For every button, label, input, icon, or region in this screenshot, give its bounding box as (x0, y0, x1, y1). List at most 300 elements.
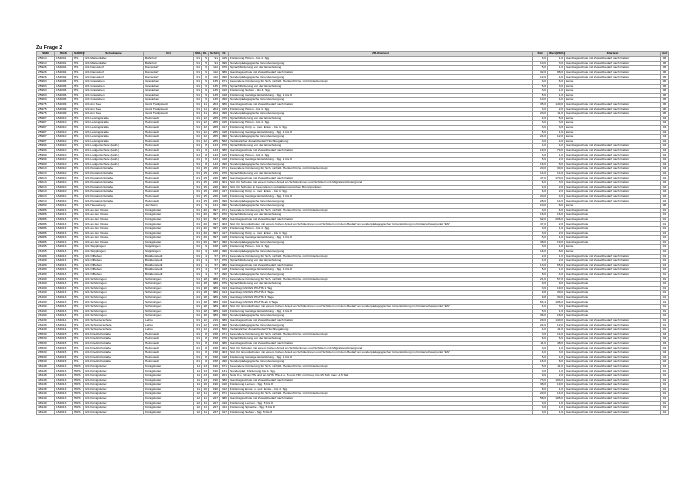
table-cell[interactable]: 18 (202, 286, 209, 291)
table-cell[interactable]: 26530 (37, 337, 55, 342)
table-cell[interactable]: Groß Twülpstedt (144, 107, 194, 112)
table-cell[interactable]: 154010 (55, 194, 73, 199)
table-cell[interactable]: 154010 (55, 116, 73, 121)
table-cell[interactable]: 20 (202, 222, 209, 227)
table-cell[interactable]: 57 (209, 263, 220, 268)
table-cell[interactable]: GS Leisingstraße (84, 125, 144, 130)
table-cell[interactable]: 154004 (55, 70, 73, 75)
table-cell[interactable]: 131 (220, 369, 229, 374)
table-cell[interactable]: 57 (209, 254, 220, 259)
table-cell[interactable]: 06 (661, 98, 669, 103)
table-cell[interactable]: HS (73, 98, 84, 103)
table-cell[interactable]: 227 (209, 410, 220, 415)
table-cell[interactable]: Büddenstedt (144, 259, 194, 264)
table-cell[interactable]: 28,0 (533, 199, 548, 204)
table-cell[interactable]: 25963 (37, 89, 55, 94)
table-cell[interactable]: 143 (209, 162, 220, 167)
table-cell[interactable]: 154010 (55, 148, 73, 153)
table-cell[interactable]: 01 (661, 305, 669, 310)
table-cell[interactable]: 190 (209, 364, 220, 369)
table-cell[interactable]: 154010 (55, 139, 73, 144)
table-cell[interactable]: 389 (209, 300, 220, 305)
table-cell[interactable]: 8 (202, 153, 209, 158)
table-cell[interactable]: 227 (209, 406, 220, 411)
table-cell[interactable]: 01 (661, 295, 669, 300)
table-cell[interactable]: GS Pestalozzistraße (84, 185, 144, 190)
table-cell[interactable]: GS an der Oreke (84, 217, 144, 222)
table-cell[interactable]: 01 (194, 70, 202, 75)
table-cell[interactable]: HS (73, 79, 84, 84)
table-cell[interactable]: 5,0 (533, 268, 548, 273)
table-cell[interactable]: Grasleben (144, 79, 194, 84)
table-cell[interactable]: 490 (220, 360, 229, 365)
table-cell[interactable]: keine (565, 249, 661, 254)
table-cell[interactable]: 26013 (37, 185, 55, 190)
table-cell[interactable]: Königslutter (144, 364, 194, 369)
table-cell[interactable]: Ganztagsschule (565, 291, 661, 296)
table-cell[interactable]: 06 (661, 57, 669, 62)
table-cell[interactable]: Ganztagsschule (565, 208, 661, 213)
table-cell[interactable]: Std. für Grundschulen mit einem hohen Anteil an Schülerinnen und Schülern mit dem Bedarf an sonderpädagogischer Unterstützung im Förderschwerpunkt "ES" (229, 222, 533, 227)
table-cell[interactable]: Förderung Sprache - Sjg. 5 bis 8 (229, 406, 533, 411)
table-cell[interactable]: 57,0 (548, 277, 565, 282)
column-header[interactable]: SchCr (210, 51, 220, 56)
table-cell[interactable]: 26190 (37, 282, 55, 287)
table-cell[interactable]: 2,0 (548, 373, 565, 378)
table-cell[interactable]: 8 (202, 351, 209, 356)
table-cell[interactable]: 01 (194, 346, 202, 351)
table-cell[interactable]: 12,0 (548, 135, 565, 140)
table-cell[interactable]: GS Schöningen (84, 282, 144, 287)
table-cell[interactable]: 01 (194, 249, 202, 254)
table-cell[interactable]: GS an der Oreke (84, 236, 144, 241)
table-cell[interactable]: 8 (202, 332, 209, 337)
table-cell[interactable]: Ganztagsschule mit Zusatzbedarf nach Faktor (565, 318, 661, 323)
table-cell[interactable]: 219 (209, 318, 220, 323)
table-cell[interactable]: HS (73, 231, 84, 236)
table-cell[interactable]: 8,0 (548, 204, 565, 209)
table-cell[interactable]: 154013 (55, 410, 73, 415)
table-cell[interactable]: 154013 (55, 406, 73, 411)
table-cell[interactable]: 48149 (37, 392, 55, 397)
table-cell[interactable]: 01 (661, 249, 669, 254)
table-cell[interactable]: 190 (209, 383, 220, 388)
table-cell[interactable]: 24,0 (533, 135, 548, 140)
table-cell[interactable]: 389 (209, 314, 220, 319)
table-cell[interactable]: 21,0 (533, 277, 548, 282)
table-cell[interactable]: 8 (202, 144, 209, 149)
table-cell[interactable]: Helmstedt (144, 337, 194, 342)
table-cell[interactable]: 25975 (37, 102, 55, 107)
table-cell[interactable]: keine (565, 130, 661, 135)
table-cell[interactable]: Ganztagsschule mit Zusatzbedarf nach Faktor (565, 167, 661, 172)
table-cell[interactable]: 154010 (55, 162, 73, 167)
table-cell[interactable]: 2,0 (548, 222, 565, 227)
table-cell[interactable]: HS (73, 204, 84, 209)
table-cell[interactable]: 01 (661, 383, 669, 388)
table-cell[interactable]: 04 (661, 121, 669, 126)
table-cell[interactable]: Std. für Grundschulen mit einem hohen Anteil an Schülerinnen und Schülern mit dem Bedarf an sonderpädagogischer Unterstützung im Förderschwerpunkt "ES" (229, 305, 533, 310)
table-cell[interactable]: 5,0 (533, 309, 548, 314)
table-cell[interactable]: 4 (202, 272, 209, 277)
table-cell[interactable]: Helmstedt (144, 148, 194, 153)
table-cell[interactable]: 26190 (37, 309, 55, 314)
table-cell[interactable]: 12,0 (533, 75, 548, 80)
table-cell[interactable]: 190 (209, 373, 220, 378)
table-cell[interactable]: HRS (73, 364, 84, 369)
table-cell[interactable]: 154010 (55, 144, 73, 149)
column-header[interactable]: Std (533, 52, 548, 57)
table-cell[interactable]: 389 (209, 309, 220, 314)
table-cell[interactable]: Verlässlicher Zusatzbedarf Hochbegabung (229, 139, 533, 144)
table-cell[interactable]: Ganztag GS/IGS Pfl./HS ab 3 Tage (229, 300, 533, 305)
table-cell[interactable]: Sprachförderung vor der Einschulung (229, 171, 533, 176)
table-cell[interactable]: GS Königslutter (84, 406, 144, 411)
table-cell[interactable]: 4 (202, 268, 209, 273)
table-cell[interactable]: 3,0 (533, 208, 548, 213)
table-cell[interactable]: 3,0 (533, 346, 548, 351)
table-cell[interactable]: 076 (220, 213, 229, 218)
table-cell[interactable]: Ganztagsschule mit Zusatzbedarf nach Faktor (565, 360, 661, 365)
table-cell[interactable]: GS Süpplingen (84, 245, 144, 250)
table-cell[interactable]: 154010 (55, 171, 73, 176)
table-cell[interactable]: GS Schöningen (84, 314, 144, 319)
table-cell[interactable]: 29,0 (533, 318, 548, 323)
table-cell[interactable]: Ganztagsschule mit Zusatzbedarf nach Faktor (565, 181, 661, 186)
table-cell[interactable]: 11 (194, 378, 202, 383)
table-cell[interactable]: keine (565, 89, 661, 94)
table-cell[interactable]: 47,0 (533, 176, 548, 181)
table-cell[interactable]: 8,0 (533, 387, 548, 392)
table-cell[interactable]: 154013 (55, 272, 73, 277)
table-cell[interactable]: 415 (220, 245, 229, 250)
table-cell[interactable]: 19,0 (548, 286, 565, 291)
table-cell[interactable]: GS Grasleben (84, 98, 144, 103)
table-cell[interactable]: 26189 (37, 259, 55, 264)
table-cell[interactable]: 65,0 (548, 263, 565, 268)
table-cell[interactable]: HS (73, 351, 84, 356)
table-cell[interactable]: 071 (220, 364, 229, 369)
table-cell[interactable]: Damsdorf (144, 66, 194, 71)
table-cell[interactable]: 04 (661, 116, 669, 121)
table-cell[interactable]: HS (73, 93, 84, 98)
table-cell[interactable]: 25926 (37, 70, 55, 75)
table-cell[interactable]: 01 (194, 360, 202, 365)
table-cell[interactable]: Ganztagsschule mit Zusatzbedarf nach Faktor (565, 341, 661, 346)
table-cell[interactable]: HS (73, 332, 84, 337)
table-cell[interactable]: Ganztagsschule mit Zusatzbedarf nach Faktor (565, 401, 661, 406)
table-cell[interactable]: 417 (220, 231, 229, 236)
table-cell[interactable]: GS Pestalozzistraße (84, 176, 144, 181)
table-cell[interactable]: 154010 (55, 185, 73, 190)
table-cell[interactable]: 26439 (37, 328, 55, 333)
table-cell[interactable]: 103,0 (548, 378, 565, 383)
table-cell[interactable]: 25987 (37, 116, 55, 121)
table-cell[interactable]: 154013 (55, 245, 73, 250)
table-cell[interactable]: Schöningen (144, 314, 194, 319)
table-cell[interactable]: GS Schunterschule (84, 323, 144, 328)
table-cell[interactable]: 6 (202, 89, 209, 94)
table-cell[interactable]: 076 (220, 66, 229, 71)
table-cell[interactable]: 11,0 (533, 341, 548, 346)
table-cell[interactable]: Schöningen (144, 291, 194, 296)
column-header[interactable]: SARKZ (74, 51, 85, 56)
table-cell[interactable]: Ganztagsschule (565, 217, 661, 222)
table-cell[interactable]: Std. für Schulen in besonderen sozialökonomischen Brennpunkten (229, 185, 533, 190)
table-cell[interactable]: Königslutter (144, 226, 194, 231)
table-cell[interactable]: HS (73, 222, 84, 227)
table-cell[interactable]: 402 (220, 185, 229, 190)
table-cell[interactable]: 154013 (55, 364, 73, 369)
table-cell[interactable]: Förderung Sehen - Sjg. 5 bis 8 (229, 410, 533, 415)
table-cell[interactable]: 154015 (55, 351, 73, 356)
table-cell[interactable]: 11 (202, 107, 209, 112)
table-cell[interactable]: 26013 (37, 190, 55, 195)
table-cell[interactable]: 20,0 (533, 112, 548, 117)
table-cell[interactable]: Sprachförderung vor der Einschulung (229, 337, 533, 342)
table-cell[interactable]: 06 (661, 75, 669, 80)
table-cell[interactable]: Bahnhof (144, 61, 194, 66)
table-cell[interactable]: 26086 (37, 226, 55, 231)
table-cell[interactable]: 071 (220, 277, 229, 282)
table-cell[interactable]: Ganztagsschule (565, 300, 661, 305)
table-cell[interactable]: Schöningen (144, 295, 194, 300)
table-cell[interactable]: 19,0 (533, 148, 548, 153)
table-cell[interactable]: 26086 (37, 236, 55, 241)
table-cell[interactable]: 04 (661, 158, 669, 163)
table-cell[interactable]: keine (565, 125, 661, 130)
table-cell[interactable]: 04 (661, 130, 669, 135)
table-cell[interactable]: Std. für Grundschulen mit einem hohen Anteil an Schülerinnen und Schülern mit dem Bedarf an sonderpädagogischer Unterstützung im Förderschwerpunkt "ES" (229, 351, 533, 356)
table-cell[interactable]: 20,0 (533, 194, 548, 199)
table-cell[interactable]: 26190 (37, 300, 55, 305)
table-cell[interactable]: 01 (661, 300, 669, 305)
table-cell[interactable]: 415 (220, 107, 229, 112)
table-cell[interactable]: Ganztagsschule mit Zusatzbedarf nach Faktor (565, 102, 661, 107)
table-cell[interactable]: 219 (209, 323, 220, 328)
table-cell[interactable]: GS Leisingstraße (84, 135, 144, 140)
table-cell[interactable]: 11 (202, 112, 209, 117)
table-cell[interactable]: 490 (220, 204, 229, 209)
table-cell[interactable]: HRS (73, 383, 84, 388)
table-cell[interactable]: 25987 (37, 130, 55, 135)
table-cell[interactable]: Königslutter (144, 236, 194, 241)
table-cell[interactable]: Groß Twülpstedt (144, 112, 194, 117)
table-cell[interactable]: 3,0 (533, 369, 548, 374)
table-cell[interactable]: 154013 (55, 291, 73, 296)
table-cell[interactable]: 190 (209, 387, 220, 392)
table-cell[interactable]: 20 (202, 236, 209, 241)
table-cell[interactable]: 112 (209, 75, 220, 80)
table-cell[interactable]: 206,0 (548, 217, 565, 222)
table-cell[interactable]: Lehre (144, 323, 194, 328)
table-cell[interactable]: 16,0 (533, 249, 548, 254)
table-cell[interactable]: 560 (220, 139, 229, 144)
table-cell[interactable]: Ganztagsschule mit Zusatzbedarf nach Faktor (229, 217, 533, 222)
table-cell[interactable]: Ganztagsschule mit Zusatzbedarf nach Faktor (565, 378, 661, 383)
table-cell[interactable]: 01 (194, 171, 202, 176)
table-cell[interactable]: 490 (220, 162, 229, 167)
table-cell[interactable]: Sprachförderung vor der Einschulung (229, 213, 533, 218)
table-cell[interactable]: GS Königslutter (84, 387, 144, 392)
table-cell[interactable]: 01 (194, 121, 202, 126)
table-cell[interactable]: 57 (209, 259, 220, 264)
table-cell[interactable]: Ganztagsschule mit Zusatzbedarf nach Faktor (565, 112, 661, 117)
table-cell[interactable]: 143 (209, 148, 220, 153)
table-cell[interactable]: 112 (209, 66, 220, 71)
table-cell[interactable]: 8 (202, 337, 209, 342)
table-cell[interactable]: 154013 (55, 213, 73, 218)
table-cell[interactable]: 1,0 (548, 254, 565, 259)
table-cell[interactable]: 219 (209, 328, 220, 333)
table-cell[interactable]: 490 (220, 323, 229, 328)
table-cell[interactable]: Ganztagsschule mit Zusatzbedarf nach Faktor (565, 199, 661, 204)
table-cell[interactable]: keine (565, 116, 661, 121)
table-cell[interactable]: 3,0 (548, 61, 565, 66)
table-cell[interactable]: 14,0 (533, 171, 548, 176)
table-cell[interactable]: Ganztagsschule mit Zusatzbedarf nach Faktor (565, 162, 661, 167)
table-cell[interactable]: GS an der Oreke (84, 213, 144, 218)
table-cell[interactable]: GS Grasleben (84, 79, 144, 84)
table-cell[interactable]: 412 (220, 387, 229, 392)
table-cell[interactable]: 1,0 (548, 89, 565, 94)
table-cell[interactable]: 154013 (55, 401, 73, 406)
table-cell[interactable]: Grasleben (144, 84, 194, 89)
table-cell[interactable]: 3,0 (548, 351, 565, 356)
table-cell[interactable]: Süpplingen (144, 245, 194, 250)
table-cell[interactable]: Ganztagsschule mit Zusatzbedarf nach Faktor (229, 263, 533, 268)
table-cell[interactable]: Ganztagsschule mit Zusatzbedarf nach Faktor (229, 176, 533, 181)
table-cell[interactable]: 12 (202, 323, 209, 328)
table-cell[interactable]: Grasleben (144, 89, 194, 94)
table-cell[interactable]: 5,0 (533, 236, 548, 241)
table-cell[interactable]: HS (73, 185, 84, 190)
table-cell[interactable]: besondere Förderung für Sch. nichtdt. Herkunft bzw. mit Förderkonzept (229, 254, 533, 259)
table-cell[interactable]: 397 (209, 240, 220, 245)
table-cell[interactable]: 418 (220, 158, 229, 163)
column-header[interactable]: IS (220, 52, 229, 57)
table-cell[interactable]: GS Schöningen (84, 286, 144, 291)
table-cell[interactable]: 154013 (55, 259, 73, 264)
table-cell[interactable]: 314 (220, 291, 229, 296)
table-cell[interactable]: 12 (194, 392, 202, 397)
table-cell[interactable]: keine (565, 135, 661, 140)
table-cell[interactable]: 20,0 (533, 392, 548, 397)
table-cell[interactable]: Sonderpädagogische Grundversorgung (229, 61, 533, 66)
table-cell[interactable]: Sprachförderung vor der Einschulung (229, 259, 533, 264)
table-cell[interactable]: 01 (194, 194, 202, 199)
table-cell[interactable]: 57 (209, 268, 220, 273)
table-cell[interactable]: Sprachförderung vor der Einschulung (229, 116, 533, 121)
table-cell[interactable]: 01 (194, 208, 202, 213)
table-cell[interactable]: 227 (209, 396, 220, 401)
table-cell[interactable]: 01 (194, 148, 202, 153)
table-cell[interactable]: 15 (202, 167, 209, 172)
table-cell[interactable]: 26165 (37, 249, 55, 254)
table-cell[interactable]: besondere Förderung für Sch. nichtdt. Herkunft bzw. mit Förderkonzept (229, 364, 533, 369)
table-cell[interactable]: 04 (661, 125, 669, 130)
table-cell[interactable]: 8,0 (548, 249, 565, 254)
table-cell[interactable]: Königslutter (144, 208, 194, 213)
table-cell[interactable]: 2,0 (548, 185, 565, 190)
table-cell[interactable]: GS Königslutter (84, 392, 144, 397)
table-cell[interactable]: Büddenstedt (144, 263, 194, 268)
table-cell[interactable]: 6 (202, 93, 209, 98)
table-cell[interactable]: 16,0 (533, 213, 548, 218)
table-cell[interactable]: 20 (202, 226, 209, 231)
table-cell[interactable]: Ganztagsschule (565, 231, 661, 236)
table-cell[interactable]: 26530 (37, 332, 55, 337)
table-cell[interactable]: HS (73, 213, 84, 218)
table-cell[interactable]: Ganztagsschule mit Zusatzbedarf nach Faktor (565, 259, 661, 264)
table-cell[interactable]: 265 (209, 116, 220, 121)
table-cell[interactable]: 6 (202, 66, 209, 71)
table-cell[interactable]: 26165 (37, 245, 55, 250)
table-cell[interactable]: 01 (661, 222, 669, 227)
table-cell[interactable]: 5,0 (548, 116, 565, 121)
table-cell[interactable]: HS (73, 236, 84, 241)
table-cell[interactable]: GS Am See (84, 102, 144, 107)
table-cell[interactable]: 154010 (55, 130, 73, 135)
table-cell[interactable]: GS Damsdorf (84, 70, 144, 75)
table-cell[interactable]: 158 (209, 332, 220, 337)
table-cell[interactable]: 11 (202, 102, 209, 107)
table-cell[interactable]: 154013 (55, 383, 73, 388)
table-cell[interactable]: Grasleben (144, 93, 194, 98)
table-cell[interactable]: Std. für Schulen mit einem hohen Anteil an Schülerinnen und Schülern mit Migrationshintergrund (229, 346, 533, 351)
table-cell[interactable]: GS Grasleben (84, 89, 144, 94)
table-cell[interactable]: GS Grasleben (84, 93, 144, 98)
table-cell[interactable]: Sonderpäd. Förderung bis 4. Sjg. (229, 369, 533, 374)
table-cell[interactable]: besondere Förderung für Sch. nichtdt. Herkunft bzw. mit Förderkonzept (229, 332, 533, 337)
table-cell[interactable]: 154013 (55, 231, 73, 236)
table-cell[interactable]: HRS (73, 410, 84, 415)
table-cell[interactable]: Ganztagsschule mit Zusatzbedarf nach Faktor (565, 328, 661, 333)
table-cell[interactable]: 418 (220, 130, 229, 135)
table-cell[interactable]: Groß Twülpstedt (144, 102, 194, 107)
table-cell[interactable]: Helmstedt (144, 139, 194, 144)
table-cell[interactable]: 01 (661, 401, 669, 406)
table-cell[interactable]: 246 (209, 167, 220, 172)
table-cell[interactable]: Ganztagsschule (565, 305, 661, 310)
table-cell[interactable]: 11 (202, 406, 209, 411)
table-cell[interactable]: HS (73, 309, 84, 314)
table-cell[interactable]: Förderung Geistige Entwicklung - Sjg. 1 bis 8 (229, 236, 533, 241)
table-cell[interactable]: keine (565, 98, 661, 103)
table-cell[interactable]: 01 (194, 314, 202, 319)
table-cell[interactable]: 01 (194, 185, 202, 190)
table-cell[interactable]: Ganztagsschule mit Zusatzbedarf nach Faktor (229, 318, 533, 323)
table-cell[interactable]: HS (73, 158, 84, 163)
table-cell[interactable]: 154006 (55, 93, 73, 98)
table-cell[interactable]: HS (73, 249, 84, 254)
table-cell[interactable]: Ganztagsschule mit Zusatzbedarf nach Faktor (565, 323, 661, 328)
table-cell[interactable]: GS Schunterschule (84, 328, 144, 333)
table-cell[interactable]: HS (73, 167, 84, 172)
table-cell[interactable]: GS Pestalozzistraße (84, 199, 144, 204)
table-cell[interactable]: 12 (202, 328, 209, 333)
table-cell[interactable]: 154010 (55, 190, 73, 195)
table-cell[interactable]: besondere Förderung für Sch. nichtdt. Herkunft bzw. mit Förderkonzept (229, 208, 533, 213)
table-cell[interactable]: 01 (194, 135, 202, 140)
table-cell[interactable]: 143 (209, 144, 220, 149)
table-cell[interactable]: Förderung Sehen - bis 4. Sjg. (229, 89, 533, 94)
table-cell[interactable]: Sprachförderung vor der Einschulung (229, 282, 533, 287)
table-cell[interactable]: 48148 (37, 369, 55, 374)
table-cell[interactable]: 26086 (37, 208, 55, 213)
table-cell[interactable]: 01 (661, 272, 669, 277)
table-cell[interactable]: 11 (194, 369, 202, 374)
